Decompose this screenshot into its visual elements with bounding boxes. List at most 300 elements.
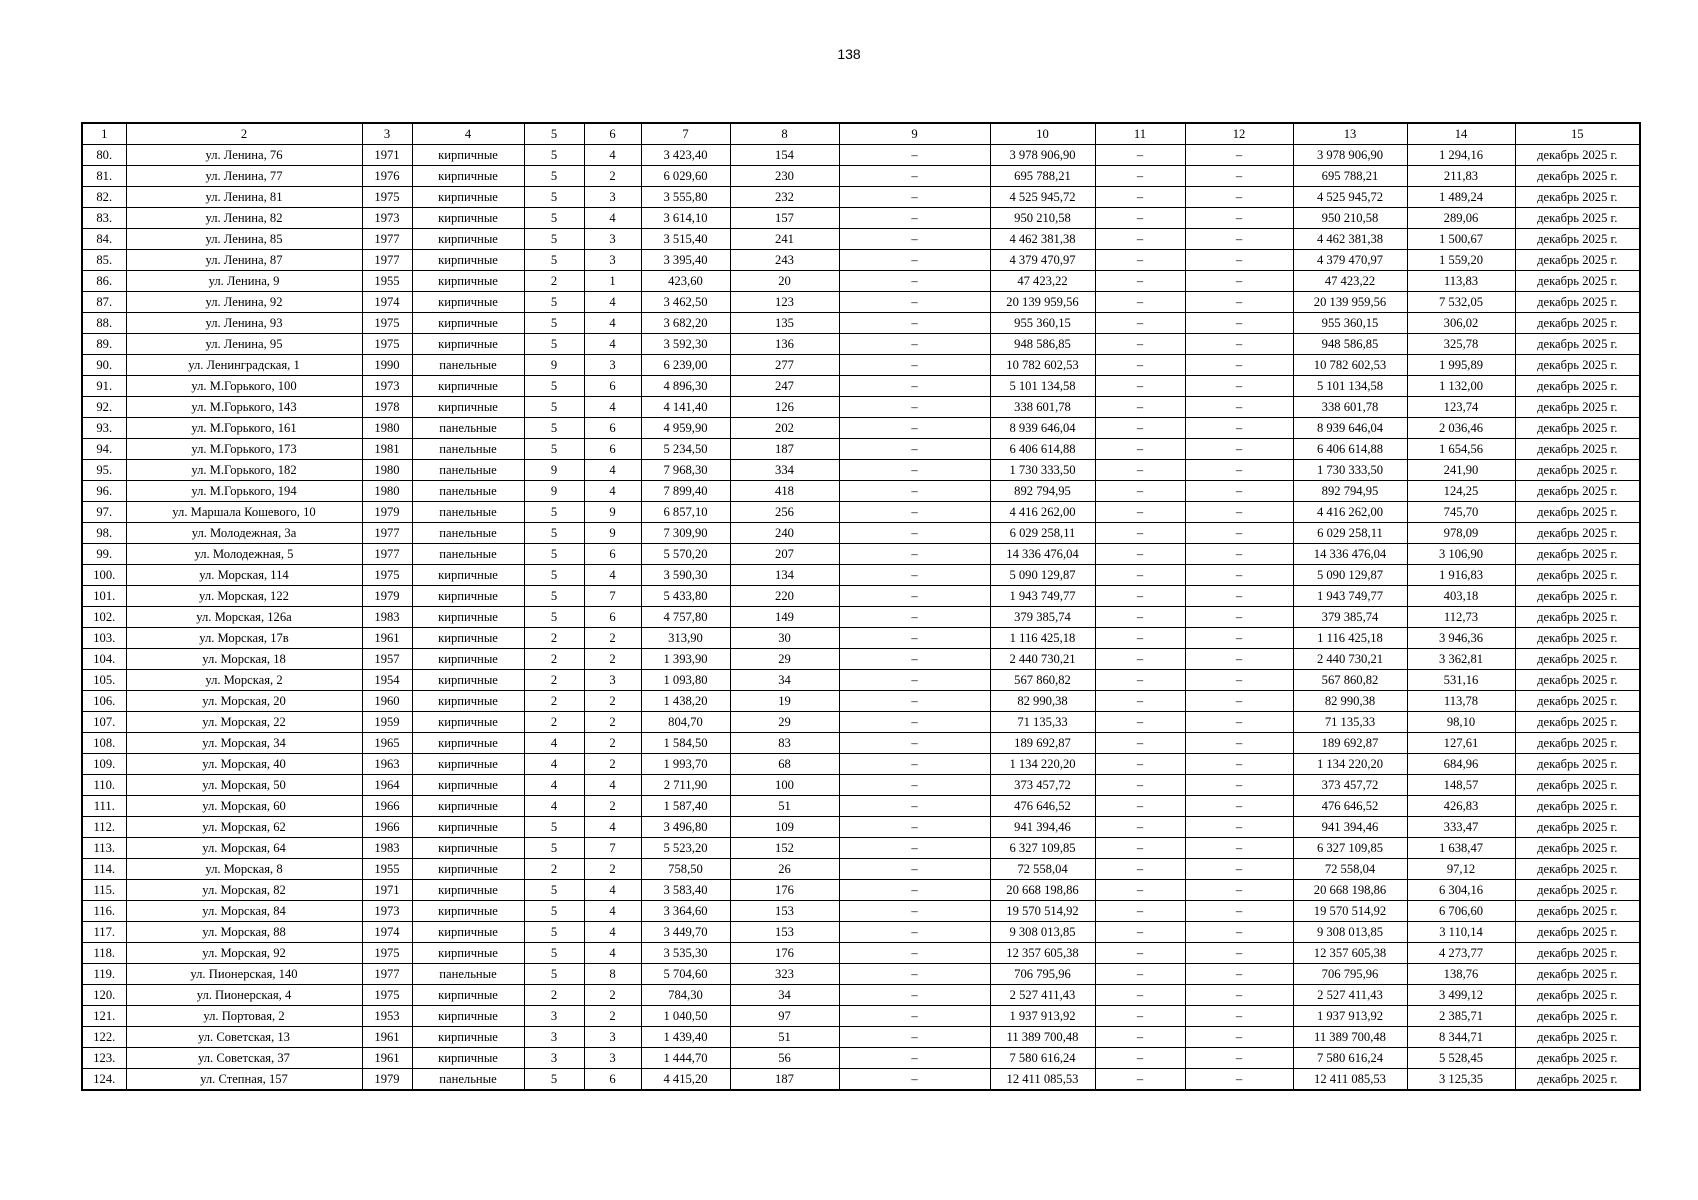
- cell-col-5: 5: [524, 922, 584, 943]
- cell-col-10: 941 394,46: [990, 817, 1095, 838]
- cell-col-7: 3 449,70: [641, 922, 730, 943]
- cell-col-14: 124,25: [1407, 481, 1515, 502]
- cell-col-12: –: [1185, 964, 1293, 985]
- cell-col-2: ул. Морская, 34: [126, 733, 362, 754]
- cell-col-6: 4: [584, 397, 641, 418]
- cell-col-11: –: [1095, 859, 1185, 880]
- cell-col-10: 4 462 381,38: [990, 229, 1095, 250]
- cell-col-3: 1979: [362, 502, 412, 523]
- cell-col-8: 256: [730, 502, 839, 523]
- cell-col-15: декабрь 2025 г.: [1515, 292, 1640, 313]
- cell-col-4: кирпичные: [412, 628, 524, 649]
- cell-col-15: декабрь 2025 г.: [1515, 943, 1640, 964]
- table-row: [82, 250, 1640, 271]
- cell-col-12: –: [1185, 1069, 1293, 1091]
- cell-col-2: ул. Морская, 18: [126, 649, 362, 670]
- cell-col-4: кирпичные: [412, 775, 524, 796]
- cell-col-7: 5 523,20: [641, 838, 730, 859]
- cell-col-14: 531,16: [1407, 670, 1515, 691]
- cell-col-4: кирпичные: [412, 271, 524, 292]
- cell-col-8: 126: [730, 397, 839, 418]
- cell-col-8: 154: [730, 145, 839, 166]
- column-header-14: 14: [1407, 123, 1515, 145]
- cell-col-3: 1983: [362, 607, 412, 628]
- cell-col-8: 149: [730, 607, 839, 628]
- cell-col-14: 241,90: [1407, 460, 1515, 481]
- cell-col-1: 95.: [82, 460, 126, 481]
- cell-col-6: 6: [584, 544, 641, 565]
- cell-col-9: –: [839, 460, 990, 481]
- cell-col-6: 4: [584, 208, 641, 229]
- table-row: [82, 1069, 1640, 1091]
- cell-col-1: 86.: [82, 271, 126, 292]
- cell-col-5: 2: [524, 670, 584, 691]
- cell-col-3: 1963: [362, 754, 412, 775]
- column-header-15: 15: [1515, 123, 1640, 145]
- cell-col-4: панельные: [412, 355, 524, 376]
- cell-col-3: 1971: [362, 145, 412, 166]
- cell-col-12: –: [1185, 733, 1293, 754]
- cell-col-10: 1 943 749,77: [990, 586, 1095, 607]
- cell-col-2: ул. М.Горького, 161: [126, 418, 362, 439]
- cell-col-9: –: [839, 502, 990, 523]
- cell-col-9: –: [839, 439, 990, 460]
- cell-col-12: –: [1185, 670, 1293, 691]
- cell-col-1: 105.: [82, 670, 126, 691]
- cell-col-6: 6: [584, 418, 641, 439]
- cell-col-11: –: [1095, 292, 1185, 313]
- cell-col-11: –: [1095, 712, 1185, 733]
- cell-col-13: 338 601,78: [1293, 397, 1407, 418]
- cell-col-10: 12 357 605,38: [990, 943, 1095, 964]
- cell-col-15: декабрь 2025 г.: [1515, 166, 1640, 187]
- cell-col-11: –: [1095, 376, 1185, 397]
- column-header-13: 13: [1293, 123, 1407, 145]
- cell-col-14: 3 110,14: [1407, 922, 1515, 943]
- cell-col-2: ул. Морская, 2: [126, 670, 362, 691]
- cell-col-6: 4: [584, 817, 641, 838]
- cell-col-11: –: [1095, 439, 1185, 460]
- cell-col-15: декабрь 2025 г.: [1515, 565, 1640, 586]
- table-row: [82, 229, 1640, 250]
- cell-col-7: 3 462,50: [641, 292, 730, 313]
- cell-col-7: 5 570,20: [641, 544, 730, 565]
- cell-col-7: 7 899,40: [641, 481, 730, 502]
- cell-col-3: 1953: [362, 1006, 412, 1027]
- cell-col-11: –: [1095, 733, 1185, 754]
- cell-col-13: 47 423,22: [1293, 271, 1407, 292]
- cell-col-10: 19 570 514,92: [990, 901, 1095, 922]
- cell-col-8: 30: [730, 628, 839, 649]
- cell-col-1: 102.: [82, 607, 126, 628]
- cell-col-5: 5: [524, 166, 584, 187]
- cell-col-5: 5: [524, 376, 584, 397]
- cell-col-9: –: [839, 145, 990, 166]
- table-row: [82, 481, 1640, 502]
- cell-col-8: 109: [730, 817, 839, 838]
- cell-col-3: 1966: [362, 796, 412, 817]
- cell-col-3: 1955: [362, 859, 412, 880]
- cell-col-5: 5: [524, 880, 584, 901]
- cell-col-9: –: [839, 922, 990, 943]
- cell-col-8: 230: [730, 166, 839, 187]
- cell-col-12: –: [1185, 859, 1293, 880]
- cell-col-9: –: [839, 943, 990, 964]
- cell-col-6: 2: [584, 733, 641, 754]
- cell-col-10: 1 134 220,20: [990, 754, 1095, 775]
- cell-col-4: кирпичные: [412, 670, 524, 691]
- cell-col-13: 11 389 700,48: [1293, 1027, 1407, 1048]
- cell-col-10: 82 990,38: [990, 691, 1095, 712]
- cell-col-12: –: [1185, 649, 1293, 670]
- table-row: [82, 985, 1640, 1006]
- cell-col-7: 758,50: [641, 859, 730, 880]
- cell-col-7: 7 309,90: [641, 523, 730, 544]
- cell-col-2: ул. Ленина, 95: [126, 334, 362, 355]
- column-header-9: 9: [839, 123, 990, 145]
- cell-col-10: 567 860,82: [990, 670, 1095, 691]
- cell-col-11: –: [1095, 817, 1185, 838]
- cell-col-9: –: [839, 586, 990, 607]
- cell-col-10: 955 360,15: [990, 313, 1095, 334]
- cell-col-13: 20 139 959,56: [1293, 292, 1407, 313]
- cell-col-8: 153: [730, 901, 839, 922]
- cell-col-5: 5: [524, 943, 584, 964]
- cell-col-4: панельные: [412, 1069, 524, 1091]
- cell-col-15: декабрь 2025 г.: [1515, 691, 1640, 712]
- cell-col-8: 207: [730, 544, 839, 565]
- cell-col-12: –: [1185, 838, 1293, 859]
- cell-col-8: 123: [730, 292, 839, 313]
- cell-col-1: 107.: [82, 712, 126, 733]
- cell-col-14: 1 500,67: [1407, 229, 1515, 250]
- cell-col-2: ул. Морская, 50: [126, 775, 362, 796]
- cell-col-6: 2: [584, 691, 641, 712]
- cell-col-9: –: [839, 334, 990, 355]
- cell-col-1: 112.: [82, 817, 126, 838]
- cell-col-13: 6 406 614,88: [1293, 439, 1407, 460]
- cell-col-13: 7 580 616,24: [1293, 1048, 1407, 1069]
- cell-col-15: декабрь 2025 г.: [1515, 1027, 1640, 1048]
- cell-col-15: декабрь 2025 г.: [1515, 145, 1640, 166]
- cell-col-9: –: [839, 817, 990, 838]
- cell-col-13: 189 692,87: [1293, 733, 1407, 754]
- cell-col-7: 4 757,80: [641, 607, 730, 628]
- cell-col-15: декабрь 2025 г.: [1515, 880, 1640, 901]
- cell-col-1: 120.: [82, 985, 126, 1006]
- cell-col-13: 1 943 749,77: [1293, 586, 1407, 607]
- cell-col-7: 784,30: [641, 985, 730, 1006]
- cell-col-3: 1960: [362, 691, 412, 712]
- cell-col-14: 113,83: [1407, 271, 1515, 292]
- cell-col-3: 1973: [362, 376, 412, 397]
- table-row: [82, 502, 1640, 523]
- cell-col-4: панельные: [412, 502, 524, 523]
- table-row: [82, 964, 1640, 985]
- table-row: [82, 355, 1640, 376]
- cell-col-4: кирпичные: [412, 397, 524, 418]
- cell-col-15: декабрь 2025 г.: [1515, 775, 1640, 796]
- cell-col-8: 243: [730, 250, 839, 271]
- cell-col-6: 1: [584, 271, 641, 292]
- cell-col-15: декабрь 2025 г.: [1515, 586, 1640, 607]
- cell-col-7: 5 234,50: [641, 439, 730, 460]
- cell-col-1: 94.: [82, 439, 126, 460]
- cell-col-12: –: [1185, 817, 1293, 838]
- cell-col-9: –: [839, 1048, 990, 1069]
- cell-col-2: ул. Молодежная, 3а: [126, 523, 362, 544]
- cell-col-8: 202: [730, 418, 839, 439]
- cell-col-13: 3 978 906,90: [1293, 145, 1407, 166]
- cell-col-4: кирпичные: [412, 1027, 524, 1048]
- cell-col-5: 5: [524, 502, 584, 523]
- cell-col-13: 5 101 134,58: [1293, 376, 1407, 397]
- cell-col-15: декабрь 2025 г.: [1515, 712, 1640, 733]
- cell-col-15: декабрь 2025 г.: [1515, 439, 1640, 460]
- cell-col-2: ул. Ленина, 81: [126, 187, 362, 208]
- cell-col-1: 108.: [82, 733, 126, 754]
- cell-col-6: 2: [584, 166, 641, 187]
- cell-col-3: 1975: [362, 313, 412, 334]
- cell-col-13: 706 795,96: [1293, 964, 1407, 985]
- cell-col-7: 3 515,40: [641, 229, 730, 250]
- cell-col-10: 9 308 013,85: [990, 922, 1095, 943]
- cell-col-2: ул. Морская, 17в: [126, 628, 362, 649]
- cell-col-11: –: [1095, 208, 1185, 229]
- cell-col-14: 5 528,45: [1407, 1048, 1515, 1069]
- cell-col-14: 426,83: [1407, 796, 1515, 817]
- cell-col-3: 1977: [362, 229, 412, 250]
- cell-col-6: 4: [584, 481, 641, 502]
- cell-col-14: 148,57: [1407, 775, 1515, 796]
- cell-col-12: –: [1185, 775, 1293, 796]
- cell-col-11: –: [1095, 1027, 1185, 1048]
- cell-col-7: 1 439,40: [641, 1027, 730, 1048]
- cell-col-14: 1 132,00: [1407, 376, 1515, 397]
- cell-col-6: 6: [584, 439, 641, 460]
- cell-col-10: 1 116 425,18: [990, 628, 1095, 649]
- cell-col-6: 2: [584, 796, 641, 817]
- cell-col-10: 1 730 333,50: [990, 460, 1095, 481]
- cell-col-4: кирпичные: [412, 1048, 524, 1069]
- table-row: [82, 943, 1640, 964]
- cell-col-10: 7 580 616,24: [990, 1048, 1095, 1069]
- cell-col-10: 695 788,21: [990, 166, 1095, 187]
- column-header-3: 3: [362, 123, 412, 145]
- table-row: [82, 817, 1640, 838]
- cell-col-11: –: [1095, 418, 1185, 439]
- cell-col-13: 82 990,38: [1293, 691, 1407, 712]
- cell-col-12: –: [1185, 271, 1293, 292]
- cell-col-15: декабрь 2025 г.: [1515, 1048, 1640, 1069]
- cell-col-9: –: [839, 187, 990, 208]
- cell-col-10: 892 794,95: [990, 481, 1095, 502]
- table-row: [82, 649, 1640, 670]
- cell-col-7: 4 141,40: [641, 397, 730, 418]
- cell-col-6: 4: [584, 145, 641, 166]
- cell-col-9: –: [839, 271, 990, 292]
- cell-col-1: 104.: [82, 649, 126, 670]
- column-header-10: 10: [990, 123, 1095, 145]
- cell-col-3: 1977: [362, 964, 412, 985]
- cell-col-6: 2: [584, 628, 641, 649]
- cell-col-11: –: [1095, 502, 1185, 523]
- cell-col-3: 1964: [362, 775, 412, 796]
- cell-col-11: –: [1095, 691, 1185, 712]
- cell-col-10: 4 379 470,97: [990, 250, 1095, 271]
- cell-col-3: 1961: [362, 1048, 412, 1069]
- cell-col-7: 804,70: [641, 712, 730, 733]
- table-row: [82, 145, 1640, 166]
- cell-col-14: 1 916,83: [1407, 565, 1515, 586]
- cell-col-6: 3: [584, 1048, 641, 1069]
- cell-col-7: 3 590,30: [641, 565, 730, 586]
- cell-col-13: 373 457,72: [1293, 775, 1407, 796]
- cell-col-13: 4 525 945,72: [1293, 187, 1407, 208]
- cell-col-9: –: [839, 250, 990, 271]
- cell-col-2: ул. М.Горького, 194: [126, 481, 362, 502]
- cell-col-7: 3 535,30: [641, 943, 730, 964]
- cell-col-6: 9: [584, 502, 641, 523]
- cell-col-7: 1 993,70: [641, 754, 730, 775]
- cell-col-14: 6 304,16: [1407, 880, 1515, 901]
- cell-col-15: декабрь 2025 г.: [1515, 271, 1640, 292]
- cell-col-6: 3: [584, 355, 641, 376]
- cell-col-8: 100: [730, 775, 839, 796]
- cell-col-10: 476 646,52: [990, 796, 1095, 817]
- cell-col-1: 88.: [82, 313, 126, 334]
- cell-col-10: 948 586,85: [990, 334, 1095, 355]
- cell-col-13: 476 646,52: [1293, 796, 1407, 817]
- cell-col-1: 83.: [82, 208, 126, 229]
- cell-col-4: кирпичные: [412, 922, 524, 943]
- cell-col-2: ул. Морская, 22: [126, 712, 362, 733]
- cell-col-1: 115.: [82, 880, 126, 901]
- cell-col-2: ул. Советская, 13: [126, 1027, 362, 1048]
- cell-col-13: 379 385,74: [1293, 607, 1407, 628]
- cell-col-4: кирпичные: [412, 376, 524, 397]
- cell-col-10: 706 795,96: [990, 964, 1095, 985]
- column-header-5: 5: [524, 123, 584, 145]
- cell-col-10: 6 029 258,11: [990, 523, 1095, 544]
- cell-col-2: ул. Морская, 8: [126, 859, 362, 880]
- cell-col-1: 106.: [82, 691, 126, 712]
- cell-col-7: 4 959,90: [641, 418, 730, 439]
- cell-col-15: декабрь 2025 г.: [1515, 502, 1640, 523]
- cell-col-10: 373 457,72: [990, 775, 1095, 796]
- cell-col-8: 334: [730, 460, 839, 481]
- cell-col-6: 4: [584, 775, 641, 796]
- cell-col-12: –: [1185, 460, 1293, 481]
- cell-col-9: –: [839, 565, 990, 586]
- cell-col-14: 1 995,89: [1407, 355, 1515, 376]
- cell-col-5: 9: [524, 355, 584, 376]
- cell-col-15: декабрь 2025 г.: [1515, 460, 1640, 481]
- cell-col-2: ул. Ленина, 85: [126, 229, 362, 250]
- cell-col-4: кирпичные: [412, 187, 524, 208]
- cell-col-6: 7: [584, 838, 641, 859]
- cell-col-11: –: [1095, 754, 1185, 775]
- cell-col-4: кирпичные: [412, 985, 524, 1006]
- cell-col-5: 4: [524, 733, 584, 754]
- cell-col-14: 2 036,46: [1407, 418, 1515, 439]
- cell-col-9: –: [839, 964, 990, 985]
- cell-col-7: 4 896,30: [641, 376, 730, 397]
- cell-col-12: –: [1185, 1048, 1293, 1069]
- cell-col-8: 247: [730, 376, 839, 397]
- cell-col-2: ул. Морская, 40: [126, 754, 362, 775]
- cell-col-12: –: [1185, 313, 1293, 334]
- cell-col-5: 5: [524, 439, 584, 460]
- cell-col-2: ул. Морская, 82: [126, 880, 362, 901]
- cell-col-2: ул. Ленина, 92: [126, 292, 362, 313]
- cell-col-14: 3 499,12: [1407, 985, 1515, 1006]
- cell-col-6: 2: [584, 754, 641, 775]
- cell-col-11: –: [1095, 250, 1185, 271]
- cell-col-5: 3: [524, 1006, 584, 1027]
- table-row: [82, 607, 1640, 628]
- cell-col-8: 176: [730, 880, 839, 901]
- cell-col-12: –: [1185, 607, 1293, 628]
- cell-col-3: 1961: [362, 628, 412, 649]
- cell-col-2: ул. Морская, 122: [126, 586, 362, 607]
- cell-col-15: декабрь 2025 г.: [1515, 628, 1640, 649]
- column-header-11: 11: [1095, 123, 1185, 145]
- table-row: [82, 418, 1640, 439]
- cell-col-4: кирпичные: [412, 565, 524, 586]
- cell-col-3: 1973: [362, 208, 412, 229]
- cell-col-3: 1974: [362, 292, 412, 313]
- cell-col-15: декабрь 2025 г.: [1515, 376, 1640, 397]
- cell-col-14: 3 362,81: [1407, 649, 1515, 670]
- cell-col-4: панельные: [412, 544, 524, 565]
- cell-col-9: –: [839, 754, 990, 775]
- cell-col-8: 56: [730, 1048, 839, 1069]
- cell-col-11: –: [1095, 796, 1185, 817]
- cell-col-11: –: [1095, 1048, 1185, 1069]
- cell-col-12: –: [1185, 187, 1293, 208]
- cell-col-13: 941 394,46: [1293, 817, 1407, 838]
- cell-col-11: –: [1095, 922, 1185, 943]
- cell-col-5: 5: [524, 145, 584, 166]
- cell-col-12: –: [1185, 355, 1293, 376]
- cell-col-9: –: [839, 1027, 990, 1048]
- cell-col-2: ул. Молодежная, 5: [126, 544, 362, 565]
- cell-col-4: кирпичные: [412, 292, 524, 313]
- cell-col-14: 745,70: [1407, 502, 1515, 523]
- cell-col-10: 6 406 614,88: [990, 439, 1095, 460]
- cell-col-10: 6 327 109,85: [990, 838, 1095, 859]
- cell-col-13: 695 788,21: [1293, 166, 1407, 187]
- cell-col-13: 955 360,15: [1293, 313, 1407, 334]
- cell-col-13: 5 090 129,87: [1293, 565, 1407, 586]
- cell-col-15: декабрь 2025 г.: [1515, 481, 1640, 502]
- cell-col-14: 112,73: [1407, 607, 1515, 628]
- cell-col-12: –: [1185, 880, 1293, 901]
- table-row: [82, 565, 1640, 586]
- cell-col-11: –: [1095, 166, 1185, 187]
- cell-col-13: 1 134 220,20: [1293, 754, 1407, 775]
- cell-col-4: кирпичные: [412, 229, 524, 250]
- cell-col-8: 83: [730, 733, 839, 754]
- cell-col-8: 134: [730, 565, 839, 586]
- cell-col-11: –: [1095, 187, 1185, 208]
- cell-col-4: панельные: [412, 481, 524, 502]
- cell-col-3: 1971: [362, 880, 412, 901]
- cell-col-13: 1 937 913,92: [1293, 1006, 1407, 1027]
- cell-col-9: –: [839, 418, 990, 439]
- table-row: [82, 775, 1640, 796]
